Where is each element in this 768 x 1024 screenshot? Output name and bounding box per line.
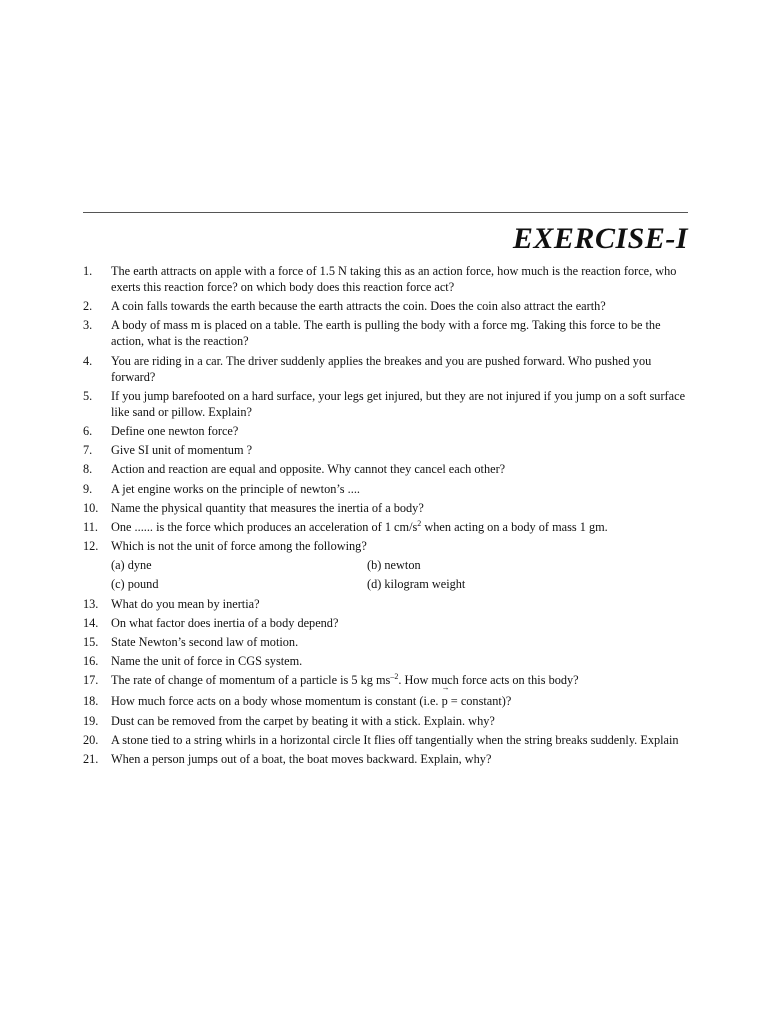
question-item	[83, 500, 690, 516]
question-number: 21.	[83, 751, 99, 766]
question-text-part: when acting on a body of mass 1 gm.	[421, 519, 608, 534]
question-item	[83, 615, 690, 631]
question-item	[83, 519, 690, 535]
question-text-part: . How much force acts on this body?	[398, 673, 579, 688]
question-item	[83, 713, 690, 729]
question-text	[111, 693, 690, 709]
question-number: 4.	[83, 353, 93, 368]
question-item	[83, 751, 690, 767]
page-title: EXERCISE-I	[512, 222, 688, 255]
question-number: 16.	[83, 654, 99, 669]
question-item	[83, 481, 690, 497]
question-item	[83, 672, 690, 688]
question-text: Dust can be removed from the carpet by beating it with a stick. Explain. why?	[111, 713, 495, 728]
superscript: 2	[417, 518, 422, 528]
question-number: 20.	[83, 732, 99, 747]
question-item	[83, 423, 690, 439]
question-text: A coin falls towards the earth because the earth attracts the coin. Does the coin also attract the earth?	[111, 299, 606, 314]
option-c: (c) pound	[111, 577, 159, 592]
question-number: 17.	[83, 673, 99, 688]
question-text: Name the unit of force in CGS system.	[111, 654, 303, 669]
question-item	[83, 461, 690, 477]
question-item	[83, 298, 690, 314]
question-text: You are riding in a car. The driver suddenly applies the breakes and you are pushed forward. Who pushed you forward?	[111, 353, 652, 384]
question-text: When a person jumps out of a boat, the boat moves backward. Explain, why?	[111, 751, 492, 766]
question-number: 5.	[83, 388, 93, 403]
question-text: State Newton’s second law of motion.	[111, 635, 299, 649]
question-number: 2.	[83, 299, 93, 314]
question-text-part: The rate of change of momentum of a particle is 5 kg ms	[111, 673, 391, 688]
question-text	[111, 519, 690, 535]
question-number: 9.	[83, 481, 93, 496]
question-item	[83, 388, 690, 420]
question-item	[83, 317, 690, 349]
question-item	[83, 693, 690, 709]
question-number: 14.	[83, 615, 99, 630]
question-text: Give SI unit of momentum ?	[111, 443, 253, 458]
question-number: 7.	[83, 443, 93, 458]
question-item	[83, 596, 690, 612]
question-item	[83, 732, 690, 748]
question-number: 15.	[83, 635, 99, 649]
question-text: Define one newton force?	[111, 423, 239, 438]
question-item	[83, 634, 690, 650]
question-item	[83, 538, 690, 554]
vector-p: → p	[442, 693, 448, 709]
option-a: (a) dyne	[111, 558, 152, 573]
question-text: Name the physical quantity that measures the inertia of a body?	[111, 500, 424, 515]
question-text: A stone tied to a string whirls in a horizontal circle It flies off tangentially when the string breaks suddenly. Explain	[111, 732, 679, 747]
question-number: 13.	[83, 596, 99, 611]
question-text	[111, 672, 690, 688]
question-text: A jet engine works on the principle of newton’s ....	[111, 481, 360, 496]
header-rule	[83, 212, 688, 213]
question-text-part: How much force acts on a body whose momentum is constant (i.e.	[111, 694, 442, 709]
question-number: 11.	[83, 519, 98, 534]
question-number: 1.	[83, 264, 93, 278]
question-number: 12.	[83, 539, 99, 554]
options-row	[111, 576, 690, 592]
question-text-part: = constant)?	[447, 694, 512, 709]
question-text: If you jump barefooted on a hard surface, your legs get injured, but they are not injured if you jump on a soft surface like sand or pillow. Explain?	[111, 388, 686, 419]
question-text: On what factor does inertia of a body depend?	[111, 615, 339, 630]
question-text-part: One ...... is the force which produces an acceleration of 1 cm/s	[111, 519, 418, 534]
question-item	[83, 653, 690, 669]
question-text: Which is not the unit of force among the following?	[111, 539, 367, 554]
question-item	[83, 263, 690, 295]
question-item	[83, 353, 690, 385]
question-number: 19.	[83, 713, 99, 728]
question-list	[83, 263, 690, 770]
question-number: 8.	[83, 462, 93, 477]
options-row	[111, 557, 690, 573]
question-text: A body of mass m is placed on a table. The earth is pulling the body with a force mg. Taking this force to be the action, what is the reaction?	[111, 318, 661, 349]
question-number: 10.	[83, 500, 99, 515]
option-b: (b) newton	[367, 558, 421, 573]
question-number: 3.	[83, 318, 93, 333]
question-text: What do you mean by inertia?	[111, 596, 260, 611]
question-item	[83, 442, 690, 458]
question-text: The earth attracts on apple with a force of 1.5 N taking this as an action force, how much is the reaction force, who exerts this reaction force? on which body does this reaction force act?	[111, 264, 677, 294]
option-d: (d) kilogram weight	[367, 577, 466, 592]
question-number: 6.	[83, 423, 93, 438]
superscript: –2	[390, 672, 399, 682]
question-number: 18.	[83, 694, 99, 709]
question-text: Action and reaction are equal and opposite. Why cannot they cancel each other?	[111, 462, 506, 477]
